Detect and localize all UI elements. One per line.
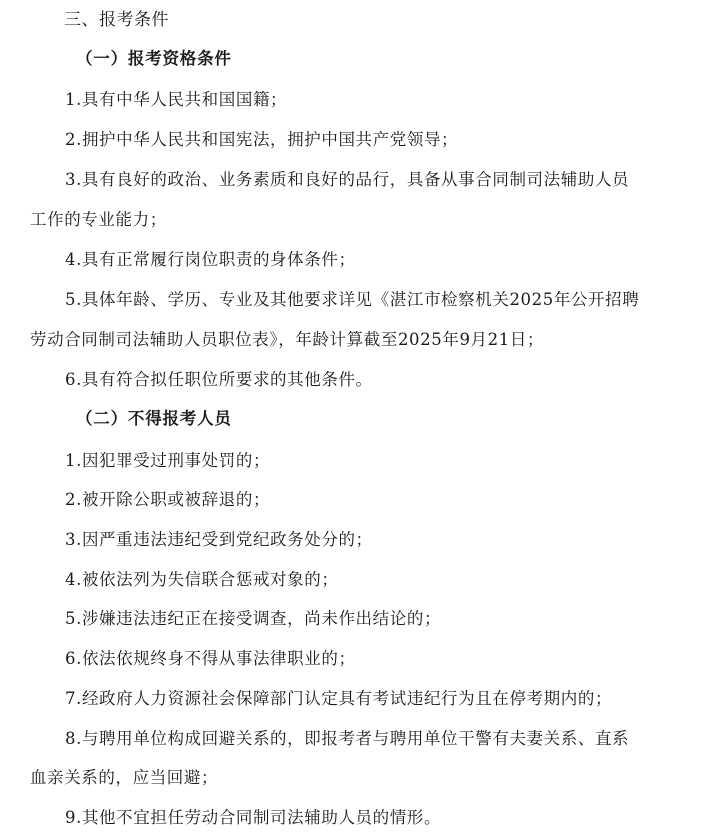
part2-title: （二）不得报考人员 [76, 409, 232, 428]
part2-item-8: 8.与聘用单位构成回避关系的，即报考者与聘用单位干警有夫妻关系、直系 [65, 729, 630, 748]
part2-item-5: 5.涉嫌违法违纪正在接受调查，尚未作出结论的； [65, 609, 442, 628]
part2-item-6: 6.依法依规终身不得从事法律职业的； [65, 649, 356, 668]
part2-item-3: 3.因严重违法违纪受到党纪政务处分的； [65, 530, 373, 549]
part2-item-4: 4.被依法列为失信联合惩戒对象的； [65, 570, 339, 589]
part1-item-2: 2.拥护中华人民共和国宪法，拥护中国共产党领导； [65, 130, 459, 149]
part1-item-4: 4.具有正常履行岗位职责的身体条件； [65, 250, 356, 269]
part2-item-7: 7.经政府人力资源社会保障部门认定具有考试违纪行为且在停考期内的； [65, 689, 613, 708]
section-title: 三、报考条件 [64, 10, 169, 30]
part1-title: （一）报考资格条件 [76, 49, 232, 68]
part1-item-6: 6.具有符合拟任职位所要求的其他条件。 [65, 370, 373, 389]
part2-item-9: 9.其他不宜担任劳动合同制司法辅助人员的情形。 [65, 808, 442, 827]
part1-item-3-cont: 工作的专业能力； [30, 210, 167, 229]
part1-item-3: 3.具有良好的政治、业务素质和良好的品行，具备从事合同制司法辅助人员 [65, 170, 630, 189]
part2-item-2: 2.被开除公职或被辞退的； [65, 490, 271, 509]
part1-item-5-cont: 劳动合同制司法辅助人员职位表》，年龄计算截至2025年9月21日； [30, 330, 545, 349]
part1-item-1: 1.具有中华人民共和国国籍； [65, 90, 288, 109]
part1-item-5: 5.具体年龄、学历、专业及其他要求详见《湛江市检察机关2025年公开招聘 [65, 290, 640, 309]
part2-item-1: 1.因犯罪受过刑事处罚的； [65, 451, 271, 470]
part2-item-8-cont: 血亲关系的，应当回避； [30, 768, 219, 787]
